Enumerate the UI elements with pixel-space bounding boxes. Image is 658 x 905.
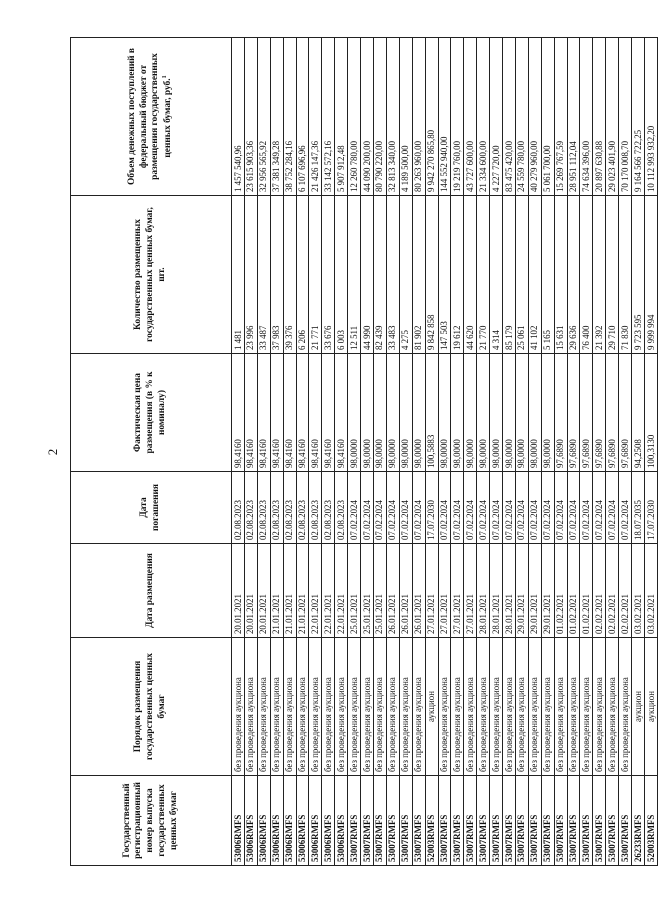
cell-actual-price: 97,6890 <box>554 354 567 472</box>
cell-quantity: 6 003 <box>335 196 348 354</box>
cell-proceeds: 70 170 008,70 <box>619 38 632 196</box>
table-row <box>528 38 541 866</box>
cell-actual-price: 98,0000 <box>361 354 374 472</box>
table-row <box>283 38 296 866</box>
cell-actual-price: 98,0000 <box>541 354 554 472</box>
cell-maturity-date: 07.02.2024 <box>451 472 464 544</box>
cell-placement-order: без проведения аукциона <box>464 638 477 776</box>
cell-placement-order: без проведения аукциона <box>412 638 425 776</box>
cell-quantity: 76 400 <box>580 196 593 354</box>
table-row <box>490 38 503 866</box>
cell-placement-date: 01.02.2021 <box>554 544 567 638</box>
table-row <box>309 38 322 866</box>
cell-placement-date: 27.01.2021 <box>425 544 438 638</box>
cell-proceeds: 4 189 500,00 <box>399 38 412 196</box>
cell-actual-price: 98,0000 <box>373 354 386 472</box>
cell-actual-price: 98,0000 <box>464 354 477 472</box>
cell-maturity-date: 07.02.2024 <box>619 472 632 544</box>
cell-maturity-date: 02.08.2023 <box>232 472 245 544</box>
cell-proceeds: 144 552 940,00 <box>438 38 451 196</box>
cell-proceeds: 21 334 600,00 <box>477 38 490 196</box>
cell-proceeds: 5 061 700,00 <box>541 38 554 196</box>
cell-quantity: 44 990 <box>361 196 374 354</box>
cell-registration-number: 53007RMFS <box>554 776 567 866</box>
cell-quantity: 23 996 <box>244 196 257 354</box>
cell-placement-order: без проведения аукциона <box>322 638 335 776</box>
header-proceeds <box>71 38 232 196</box>
cell-quantity: 21 770 <box>477 196 490 354</box>
cell-maturity-date: 02.08.2023 <box>283 472 296 544</box>
cell-placement-date: 20.01.2021 <box>257 544 270 638</box>
cell-quantity: 25 061 <box>515 196 528 354</box>
cell-placement-order: без проведения аукциона <box>361 638 374 776</box>
cell-placement-date: 26.01.2021 <box>412 544 425 638</box>
cell-placement-date: 20.01.2021 <box>244 544 257 638</box>
cell-registration-number: 53006RMFS <box>232 776 245 866</box>
cell-maturity-date: 02.08.2023 <box>335 472 348 544</box>
cell-quantity: 44 620 <box>464 196 477 354</box>
cell-quantity: 6 206 <box>296 196 309 354</box>
cell-quantity: 5 165 <box>541 196 554 354</box>
cell-maturity-date: 07.02.2024 <box>361 472 374 544</box>
cell-maturity-date: 07.02.2024 <box>477 472 490 544</box>
cell-proceeds: 9 164 566 722,25 <box>632 38 645 196</box>
cell-placement-date: 25.01.2021 <box>373 544 386 638</box>
cell-actual-price: 98,0000 <box>503 354 516 472</box>
cell-actual-price: 100,5883 <box>425 354 438 472</box>
cell-registration-number: 53007RMFS <box>503 776 516 866</box>
cell-actual-price: 98,0000 <box>477 354 490 472</box>
cell-placement-order: без проведения аукциона <box>490 638 503 776</box>
cell-placement-order: без проведения аукциона <box>296 638 309 776</box>
cell-proceeds: 1 457 540,96 <box>232 38 245 196</box>
cell-registration-number: 53006RMFS <box>296 776 309 866</box>
table-row <box>322 38 335 866</box>
cell-registration-number: 53007RMFS <box>464 776 477 866</box>
cell-actual-price: 94,2508 <box>632 354 645 472</box>
cell-registration-number: 53007RMFS <box>412 776 425 866</box>
cell-placement-date: 25.01.2021 <box>361 544 374 638</box>
cell-actual-price: 98,4160 <box>270 354 283 472</box>
cell-quantity: 71 830 <box>619 196 632 354</box>
cell-maturity-date: 17.07.2030 <box>425 472 438 544</box>
cell-maturity-date: 07.02.2024 <box>412 472 425 544</box>
table-row <box>361 38 374 866</box>
cell-placement-order: без проведения аукциона <box>270 638 283 776</box>
cell-maturity-date: 07.02.2024 <box>580 472 593 544</box>
cell-maturity-date: 07.02.2024 <box>554 472 567 544</box>
cell-maturity-date: 02.08.2023 <box>244 472 257 544</box>
cell-registration-number: 53007RMFS <box>567 776 580 866</box>
cell-actual-price: 97,6890 <box>606 354 619 472</box>
cell-quantity: 33 676 <box>322 196 335 354</box>
cell-registration-number: 53007RMFS <box>606 776 619 866</box>
cell-maturity-date: 02.08.2023 <box>309 472 322 544</box>
cell-proceeds: 40 279 960,00 <box>528 38 541 196</box>
cell-proceeds: 29 023 401,90 <box>606 38 619 196</box>
cell-actual-price: 98,4160 <box>283 354 296 472</box>
cell-maturity-date: 07.02.2024 <box>593 472 606 544</box>
cell-maturity-date: 07.02.2024 <box>503 472 516 544</box>
cell-maturity-date: 07.02.2024 <box>528 472 541 544</box>
table-body <box>232 38 658 866</box>
cell-actual-price: 98,4160 <box>257 354 270 472</box>
cell-proceeds: 32 956 565,92 <box>257 38 270 196</box>
cell-placement-order: без проведения аукциона <box>386 638 399 776</box>
cell-placement-order: аукцион <box>425 638 438 776</box>
cell-registration-number: 53007RMFS <box>386 776 399 866</box>
cell-proceeds: 80 263 960,00 <box>412 38 425 196</box>
cell-placement-date: 26.01.2021 <box>386 544 399 638</box>
cell-actual-price: 98,4160 <box>296 354 309 472</box>
cell-proceeds: 80 790 220,00 <box>373 38 386 196</box>
cell-actual-price: 97,6890 <box>580 354 593 472</box>
cell-placement-order: без проведения аукциона <box>503 638 516 776</box>
cell-maturity-date: 17.07.2030 <box>645 472 658 544</box>
cell-registration-number: 53007RMFS <box>541 776 554 866</box>
cell-actual-price: 98,4160 <box>309 354 322 472</box>
cell-quantity: 12 511 <box>348 196 361 354</box>
cell-maturity-date: 02.08.2023 <box>322 472 335 544</box>
cell-registration-number: 53007RMFS <box>348 776 361 866</box>
cell-placement-order: без проведения аукциона <box>373 638 386 776</box>
cell-proceeds: 9 942 270 865,80 <box>425 38 438 196</box>
cell-proceeds: 32 813 340,00 <box>386 38 399 196</box>
cell-placement-date: 21.01.2021 <box>270 544 283 638</box>
cell-placement-date: 22.01.2021 <box>322 544 335 638</box>
cell-registration-number: 53007RMFS <box>528 776 541 866</box>
cell-maturity-date: 07.02.2024 <box>386 472 399 544</box>
cell-quantity: 41 102 <box>528 196 541 354</box>
header-registration-number: Государственный регистрационный номер выпуска государственных ценных бумаг <box>71 776 232 866</box>
table-header-row <box>71 38 232 866</box>
cell-actual-price: 98,0000 <box>399 354 412 472</box>
header-placement-order: Порядок размещения государственных ценных бумаг <box>71 638 232 776</box>
cell-maturity-date: 18.07.2035 <box>632 472 645 544</box>
cell-proceeds: 28 951 112,04 <box>567 38 580 196</box>
cell-maturity-date: 07.02.2024 <box>348 472 361 544</box>
cell-placement-date: 01.02.2021 <box>580 544 593 638</box>
table-row <box>438 38 451 866</box>
cell-placement-date: 22.01.2021 <box>335 544 348 638</box>
table-row <box>515 38 528 866</box>
table-row <box>477 38 490 866</box>
cell-placement-order: аукцион <box>645 638 658 776</box>
cell-placement-date: 21.01.2021 <box>296 544 309 638</box>
table-row <box>503 38 516 866</box>
table-row <box>386 38 399 866</box>
cell-placement-date: 21.01.2021 <box>283 544 296 638</box>
cell-actual-price: 98,0000 <box>451 354 464 472</box>
cell-quantity: 81 902 <box>412 196 425 354</box>
cell-proceeds: 10 112 993 932,20 <box>645 38 658 196</box>
table-row <box>541 38 554 866</box>
cell-placement-order: без проведения аукциона <box>580 638 593 776</box>
cell-placement-order: без проведения аукциона <box>567 638 580 776</box>
table-row <box>335 38 348 866</box>
table-row <box>425 38 438 866</box>
cell-registration-number: 52003RMFS <box>425 776 438 866</box>
cell-quantity: 21 392 <box>593 196 606 354</box>
cell-quantity: 15 631 <box>554 196 567 354</box>
cell-quantity: 29 636 <box>567 196 580 354</box>
cell-quantity: 33 483 <box>386 196 399 354</box>
header-placement-date: Дата размещения <box>71 544 232 638</box>
header-proceeds-text: Объем денежных поступлений в федеральный бюджет от размещения государственных ценных бумаг, руб. <box>126 48 174 185</box>
cell-placement-date: 29.01.2021 <box>515 544 528 638</box>
cell-proceeds: 37 381 349,28 <box>270 38 283 196</box>
cell-proceeds: 23 615 903,36 <box>244 38 257 196</box>
cell-quantity: 4 275 <box>399 196 412 354</box>
cell-maturity-date: 07.02.2024 <box>541 472 554 544</box>
table-row <box>373 38 386 866</box>
cell-registration-number: 53007RMFS <box>515 776 528 866</box>
cell-registration-number: 53007RMFS <box>451 776 464 866</box>
cell-placement-order: без проведения аукциона <box>283 638 296 776</box>
cell-proceeds: 83 475 420,00 <box>503 38 516 196</box>
cell-registration-number: 53006RMFS <box>335 776 348 866</box>
cell-placement-date: 28.01.2021 <box>490 544 503 638</box>
cell-registration-number: 53007RMFS <box>619 776 632 866</box>
table-row <box>554 38 567 866</box>
cell-maturity-date: 07.02.2024 <box>515 472 528 544</box>
cell-actual-price: 98,0000 <box>348 354 361 472</box>
cell-placement-date: 28.01.2021 <box>503 544 516 638</box>
cell-registration-number: 53007RMFS <box>373 776 386 866</box>
table-row <box>399 38 412 866</box>
cell-proceeds: 43 727 600,00 <box>464 38 477 196</box>
cell-quantity: 1 481 <box>232 196 245 354</box>
page-number: 2 <box>45 448 60 456</box>
cell-registration-number: 52003RMFS <box>645 776 658 866</box>
table-row <box>244 38 257 866</box>
cell-placement-order: без проведения аукциона <box>515 638 528 776</box>
securities-placement-table <box>70 37 658 866</box>
table-row <box>645 38 658 866</box>
cell-proceeds: 19 219 760,00 <box>451 38 464 196</box>
table-row <box>593 38 606 866</box>
cell-registration-number: 53006RMFS <box>244 776 257 866</box>
cell-proceeds: 21 426 147,36 <box>309 38 322 196</box>
cell-placement-order: без проведения аукциона <box>554 638 567 776</box>
cell-placement-date: 20.01.2021 <box>232 544 245 638</box>
table-row <box>567 38 580 866</box>
cell-placement-order: без проведения аукциона <box>348 638 361 776</box>
cell-placement-date: 27.01.2021 <box>464 544 477 638</box>
cell-placement-date: 03.02.2021 <box>645 544 658 638</box>
cell-placement-order: без проведения аукциона <box>451 638 464 776</box>
cell-registration-number: 53007RMFS <box>438 776 451 866</box>
cell-placement-date: 02.02.2021 <box>593 544 606 638</box>
cell-actual-price: 98,0000 <box>515 354 528 472</box>
cell-placement-order: без проведения аукциона <box>541 638 554 776</box>
cell-placement-order: без проведения аукциона <box>335 638 348 776</box>
table-row <box>451 38 464 866</box>
table-row <box>619 38 632 866</box>
cell-placement-order: без проведения аукциона <box>593 638 606 776</box>
cell-placement-order: без проведения аукциона <box>438 638 451 776</box>
cell-placement-date: 29.01.2021 <box>528 544 541 638</box>
cell-registration-number: 53007RMFS <box>477 776 490 866</box>
table-row <box>232 38 245 866</box>
cell-actual-price: 97,6890 <box>619 354 632 472</box>
cell-quantity: 82 439 <box>373 196 386 354</box>
header-actual-price: Фактическая цена размещения (в % к номиналу) <box>71 354 232 472</box>
cell-proceeds: 38 752 284,16 <box>283 38 296 196</box>
cell-quantity: 37 983 <box>270 196 283 354</box>
cell-registration-number: 26233RMFS <box>632 776 645 866</box>
cell-quantity: 33 487 <box>257 196 270 354</box>
cell-proceeds: 6 107 696,96 <box>296 38 309 196</box>
cell-quantity: 4 314 <box>490 196 503 354</box>
header-maturity-date: Дата погашения <box>71 472 232 544</box>
cell-maturity-date: 07.02.2024 <box>438 472 451 544</box>
cell-actual-price: 98,4160 <box>335 354 348 472</box>
rotated-table-area <box>70 38 656 866</box>
table-row <box>296 38 309 866</box>
cell-maturity-date: 07.02.2024 <box>399 472 412 544</box>
cell-placement-date: 02.02.2021 <box>606 544 619 638</box>
footnote-mark: 1 <box>162 75 169 79</box>
cell-quantity: 9 723 595 <box>632 196 645 354</box>
cell-actual-price: 97,6890 <box>593 354 606 472</box>
cell-actual-price: 98,0000 <box>412 354 425 472</box>
cell-registration-number: 53006RMFS <box>257 776 270 866</box>
cell-placement-order: без проведения аукциона <box>257 638 270 776</box>
table-row <box>270 38 283 866</box>
cell-registration-number: 53006RMFS <box>270 776 283 866</box>
cell-proceeds: 15 269 767,59 <box>554 38 567 196</box>
cell-actual-price: 98,0000 <box>386 354 399 472</box>
cell-actual-price: 98,0000 <box>528 354 541 472</box>
cell-proceeds: 74 634 396,00 <box>580 38 593 196</box>
cell-placement-date: 03.02.2021 <box>632 544 645 638</box>
cell-placement-date: 27.01.2021 <box>438 544 451 638</box>
cell-placement-order: без проведения аукциона <box>606 638 619 776</box>
cell-placement-order: без проведения аукциона <box>528 638 541 776</box>
cell-proceeds: 33 142 572,16 <box>322 38 335 196</box>
cell-quantity: 9 842 858 <box>425 196 438 354</box>
cell-placement-date: 25.01.2021 <box>348 544 361 638</box>
cell-proceeds: 5 907 912,48 <box>335 38 348 196</box>
cell-placement-date: 29.01.2021 <box>541 544 554 638</box>
cell-maturity-date: 07.02.2024 <box>464 472 477 544</box>
cell-actual-price: 98,4160 <box>232 354 245 472</box>
cell-quantity: 19 612 <box>451 196 464 354</box>
cell-registration-number: 53006RMFS <box>283 776 296 866</box>
cell-proceeds: 24 559 780,00 <box>515 38 528 196</box>
cell-placement-order: без проведения аукциона <box>309 638 322 776</box>
cell-quantity: 29 710 <box>606 196 619 354</box>
cell-placement-date: 26.01.2021 <box>399 544 412 638</box>
cell-proceeds: 12 260 780,00 <box>348 38 361 196</box>
cell-placement-date: 02.02.2021 <box>619 544 632 638</box>
cell-quantity: 39 376 <box>283 196 296 354</box>
cell-placement-order: аукцион <box>632 638 645 776</box>
cell-proceeds: 44 090 200,00 <box>361 38 374 196</box>
table-row <box>632 38 645 866</box>
cell-quantity: 9 999 994 <box>645 196 658 354</box>
cell-registration-number: 53007RMFS <box>361 776 374 866</box>
table-row <box>464 38 477 866</box>
cell-maturity-date: 07.02.2024 <box>373 472 386 544</box>
cell-actual-price: 97,6890 <box>567 354 580 472</box>
cell-maturity-date: 07.02.2024 <box>567 472 580 544</box>
cell-registration-number: 53006RMFS <box>309 776 322 866</box>
cell-placement-date: 22.01.2021 <box>309 544 322 638</box>
cell-placement-order: без проведения аукциона <box>232 638 245 776</box>
cell-actual-price: 98,0000 <box>490 354 503 472</box>
cell-placement-date: 28.01.2021 <box>477 544 490 638</box>
table-row <box>412 38 425 866</box>
cell-maturity-date: 02.08.2023 <box>257 472 270 544</box>
cell-maturity-date: 07.02.2024 <box>606 472 619 544</box>
cell-maturity-date: 07.02.2024 <box>490 472 503 544</box>
cell-registration-number: 53006RMFS <box>322 776 335 866</box>
cell-placement-order: без проведения аукциона <box>619 638 632 776</box>
cell-registration-number: 53007RMFS <box>580 776 593 866</box>
cell-actual-price: 98,0000 <box>438 354 451 472</box>
cell-placement-order: без проведения аукциона <box>477 638 490 776</box>
cell-placement-date: 27.01.2021 <box>451 544 464 638</box>
cell-placement-date: 01.02.2021 <box>567 544 580 638</box>
cell-maturity-date: 02.08.2023 <box>270 472 283 544</box>
cell-actual-price: 98,4160 <box>244 354 257 472</box>
table-row <box>580 38 593 866</box>
header-quantity: Количество размещенных государственных ценных бумаг, шт. <box>71 196 232 354</box>
cell-quantity: 147 503 <box>438 196 451 354</box>
cell-proceeds: 4 227 720,00 <box>490 38 503 196</box>
cell-maturity-date: 02.08.2023 <box>296 472 309 544</box>
cell-quantity: 85 179 <box>503 196 516 354</box>
cell-placement-order: без проведения аукциона <box>399 638 412 776</box>
cell-actual-price: 98,4160 <box>322 354 335 472</box>
cell-proceeds: 20 897 630,88 <box>593 38 606 196</box>
table-row <box>257 38 270 866</box>
cell-actual-price: 100,3130 <box>645 354 658 472</box>
cell-registration-number: 53007RMFS <box>490 776 503 866</box>
cell-registration-number: 53007RMFS <box>593 776 606 866</box>
cell-placement-order: без проведения аукциона <box>244 638 257 776</box>
cell-registration-number: 53007RMFS <box>399 776 412 866</box>
cell-quantity: 21 771 <box>309 196 322 354</box>
table-row <box>606 38 619 866</box>
table-row <box>348 38 361 866</box>
